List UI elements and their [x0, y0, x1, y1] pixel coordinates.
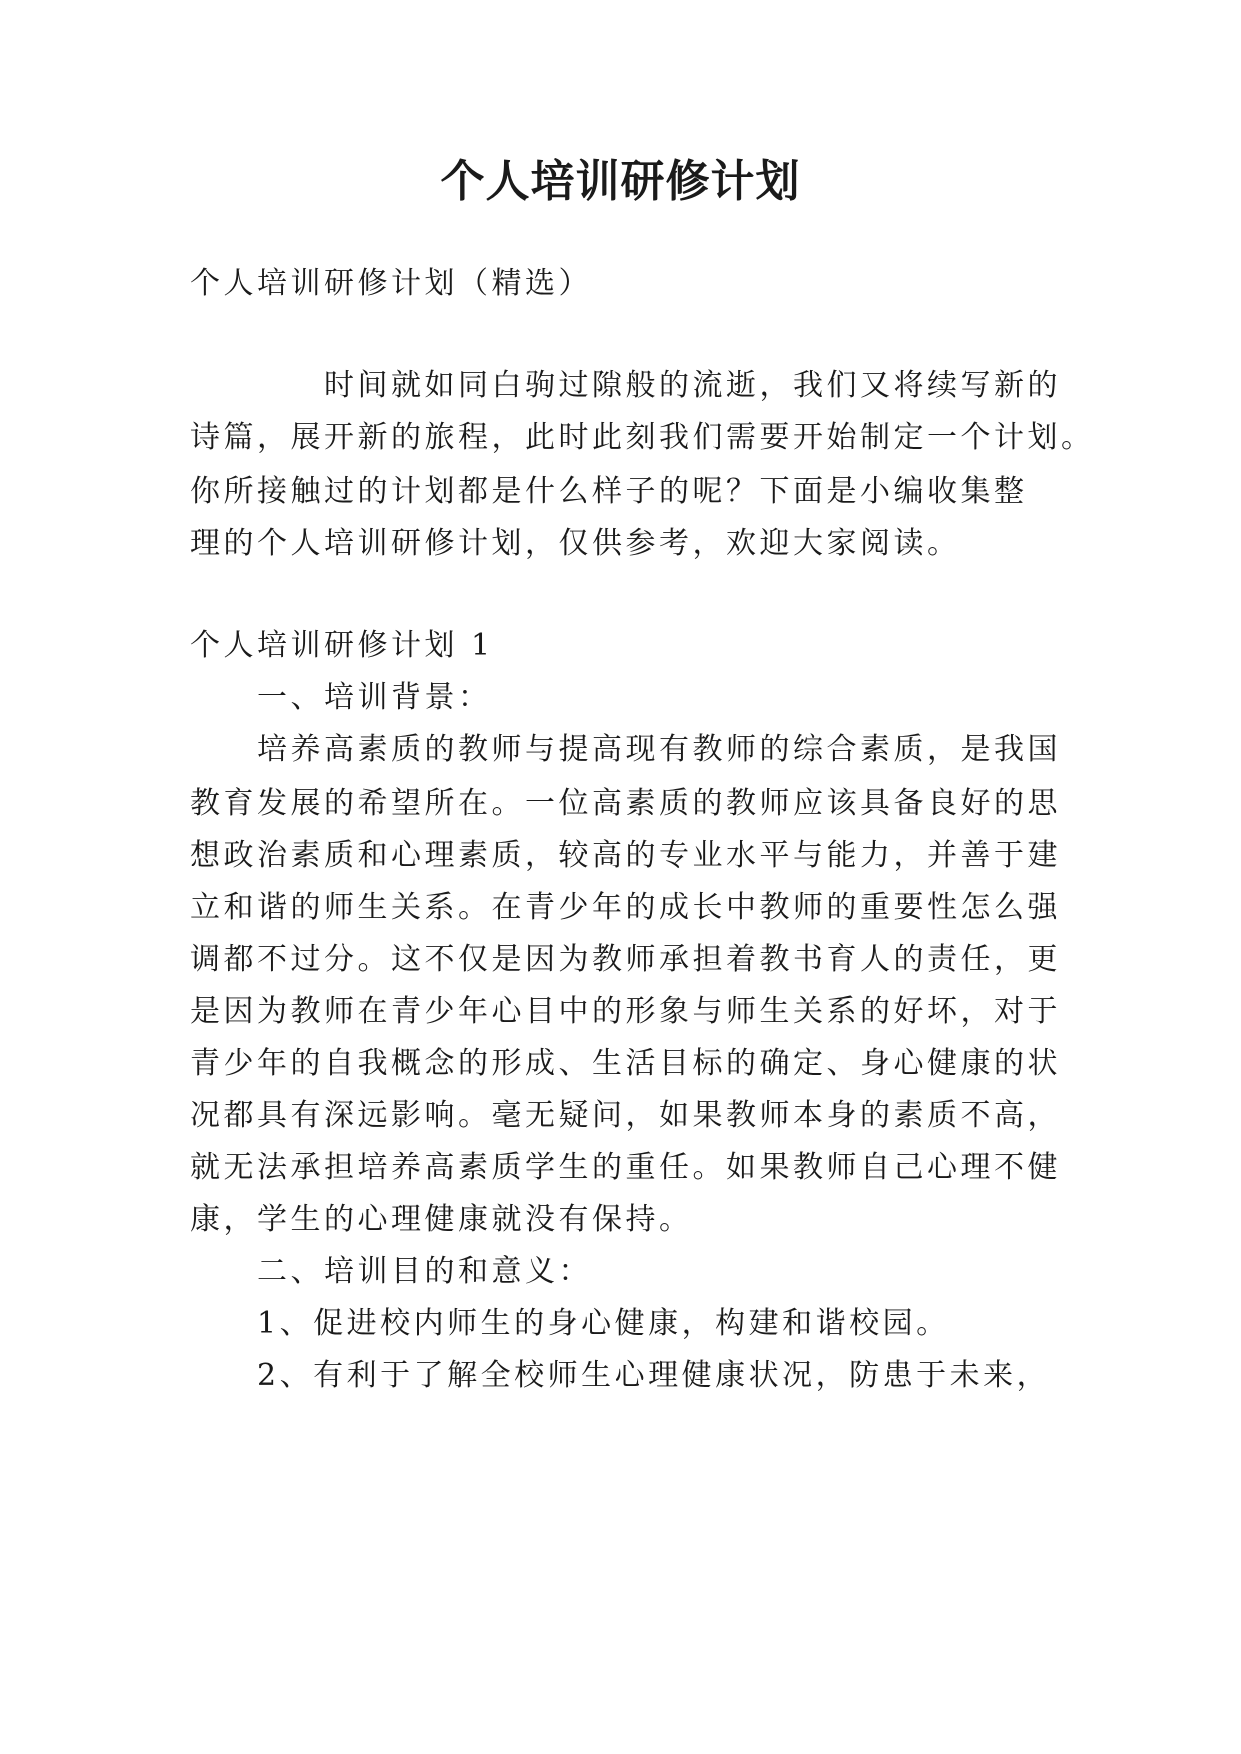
body-line: 就无法承担培养高素质学生的重任。如果教师自己心理不健 [190, 1150, 1061, 1185]
intro-line: 诗篇，展开新的旅程，此时此刻我们需要开始制定一个计划。 [190, 420, 1095, 455]
body-line: 想政治素质和心理素质，较高的专业水平与能力，并善于建 [190, 838, 1061, 873]
body-line: 一、培训背景： [190, 680, 492, 715]
section-heading: 个人培训研修计划 1 [190, 628, 494, 663]
body-line: 是因为教师在青少年心目中的形象与师生关系的好坏，对于 [190, 994, 1061, 1029]
intro-line: 理的个人培训研修计划，仅供参考，欢迎大家阅读。 [190, 526, 961, 561]
body-line: 培养高素质的教师与提高现有教师的综合素质，是我国 [190, 732, 1061, 767]
list-item: 1、促进校内师生的身心健康，构建和谐校园。 [190, 1306, 950, 1341]
document-title: 个人培训研修计划 [440, 156, 801, 207]
section-subheading: 二、培训目的和意义： [190, 1254, 592, 1289]
body-line: 况都具有深远影响。毫无疑问，如果教师本身的素质不高， [190, 1098, 1061, 1133]
body-line: 青少年的自我概念的形成、生活目标的确定、身心健康的状 [190, 1046, 1061, 1081]
body-line: 教育发展的希望所在。一位高素质的教师应该具备良好的思 [190, 786, 1061, 821]
intro-line: 时间就如同白驹过隙般的流逝，我们又将续写新的 [190, 368, 1061, 403]
body-line: 调都不过分。这不仅是因为教师承担着教书育人的责任，更 [190, 942, 1061, 977]
body-line: 立和谐的师生关系。在青少年的成长中教师的重要性怎么强 [190, 890, 1061, 925]
body-line: 康，学生的心理健康就没有保持。 [190, 1202, 693, 1237]
document-subtitle: 个人培训研修计划（精选） [190, 266, 592, 301]
intro-line: 你所接触过的计划都是什么样子的呢？下面是小编收集整 [190, 474, 1028, 509]
list-item: 2、有利于了解全校师生心理健康状况，防患于未来， [190, 1358, 1051, 1393]
